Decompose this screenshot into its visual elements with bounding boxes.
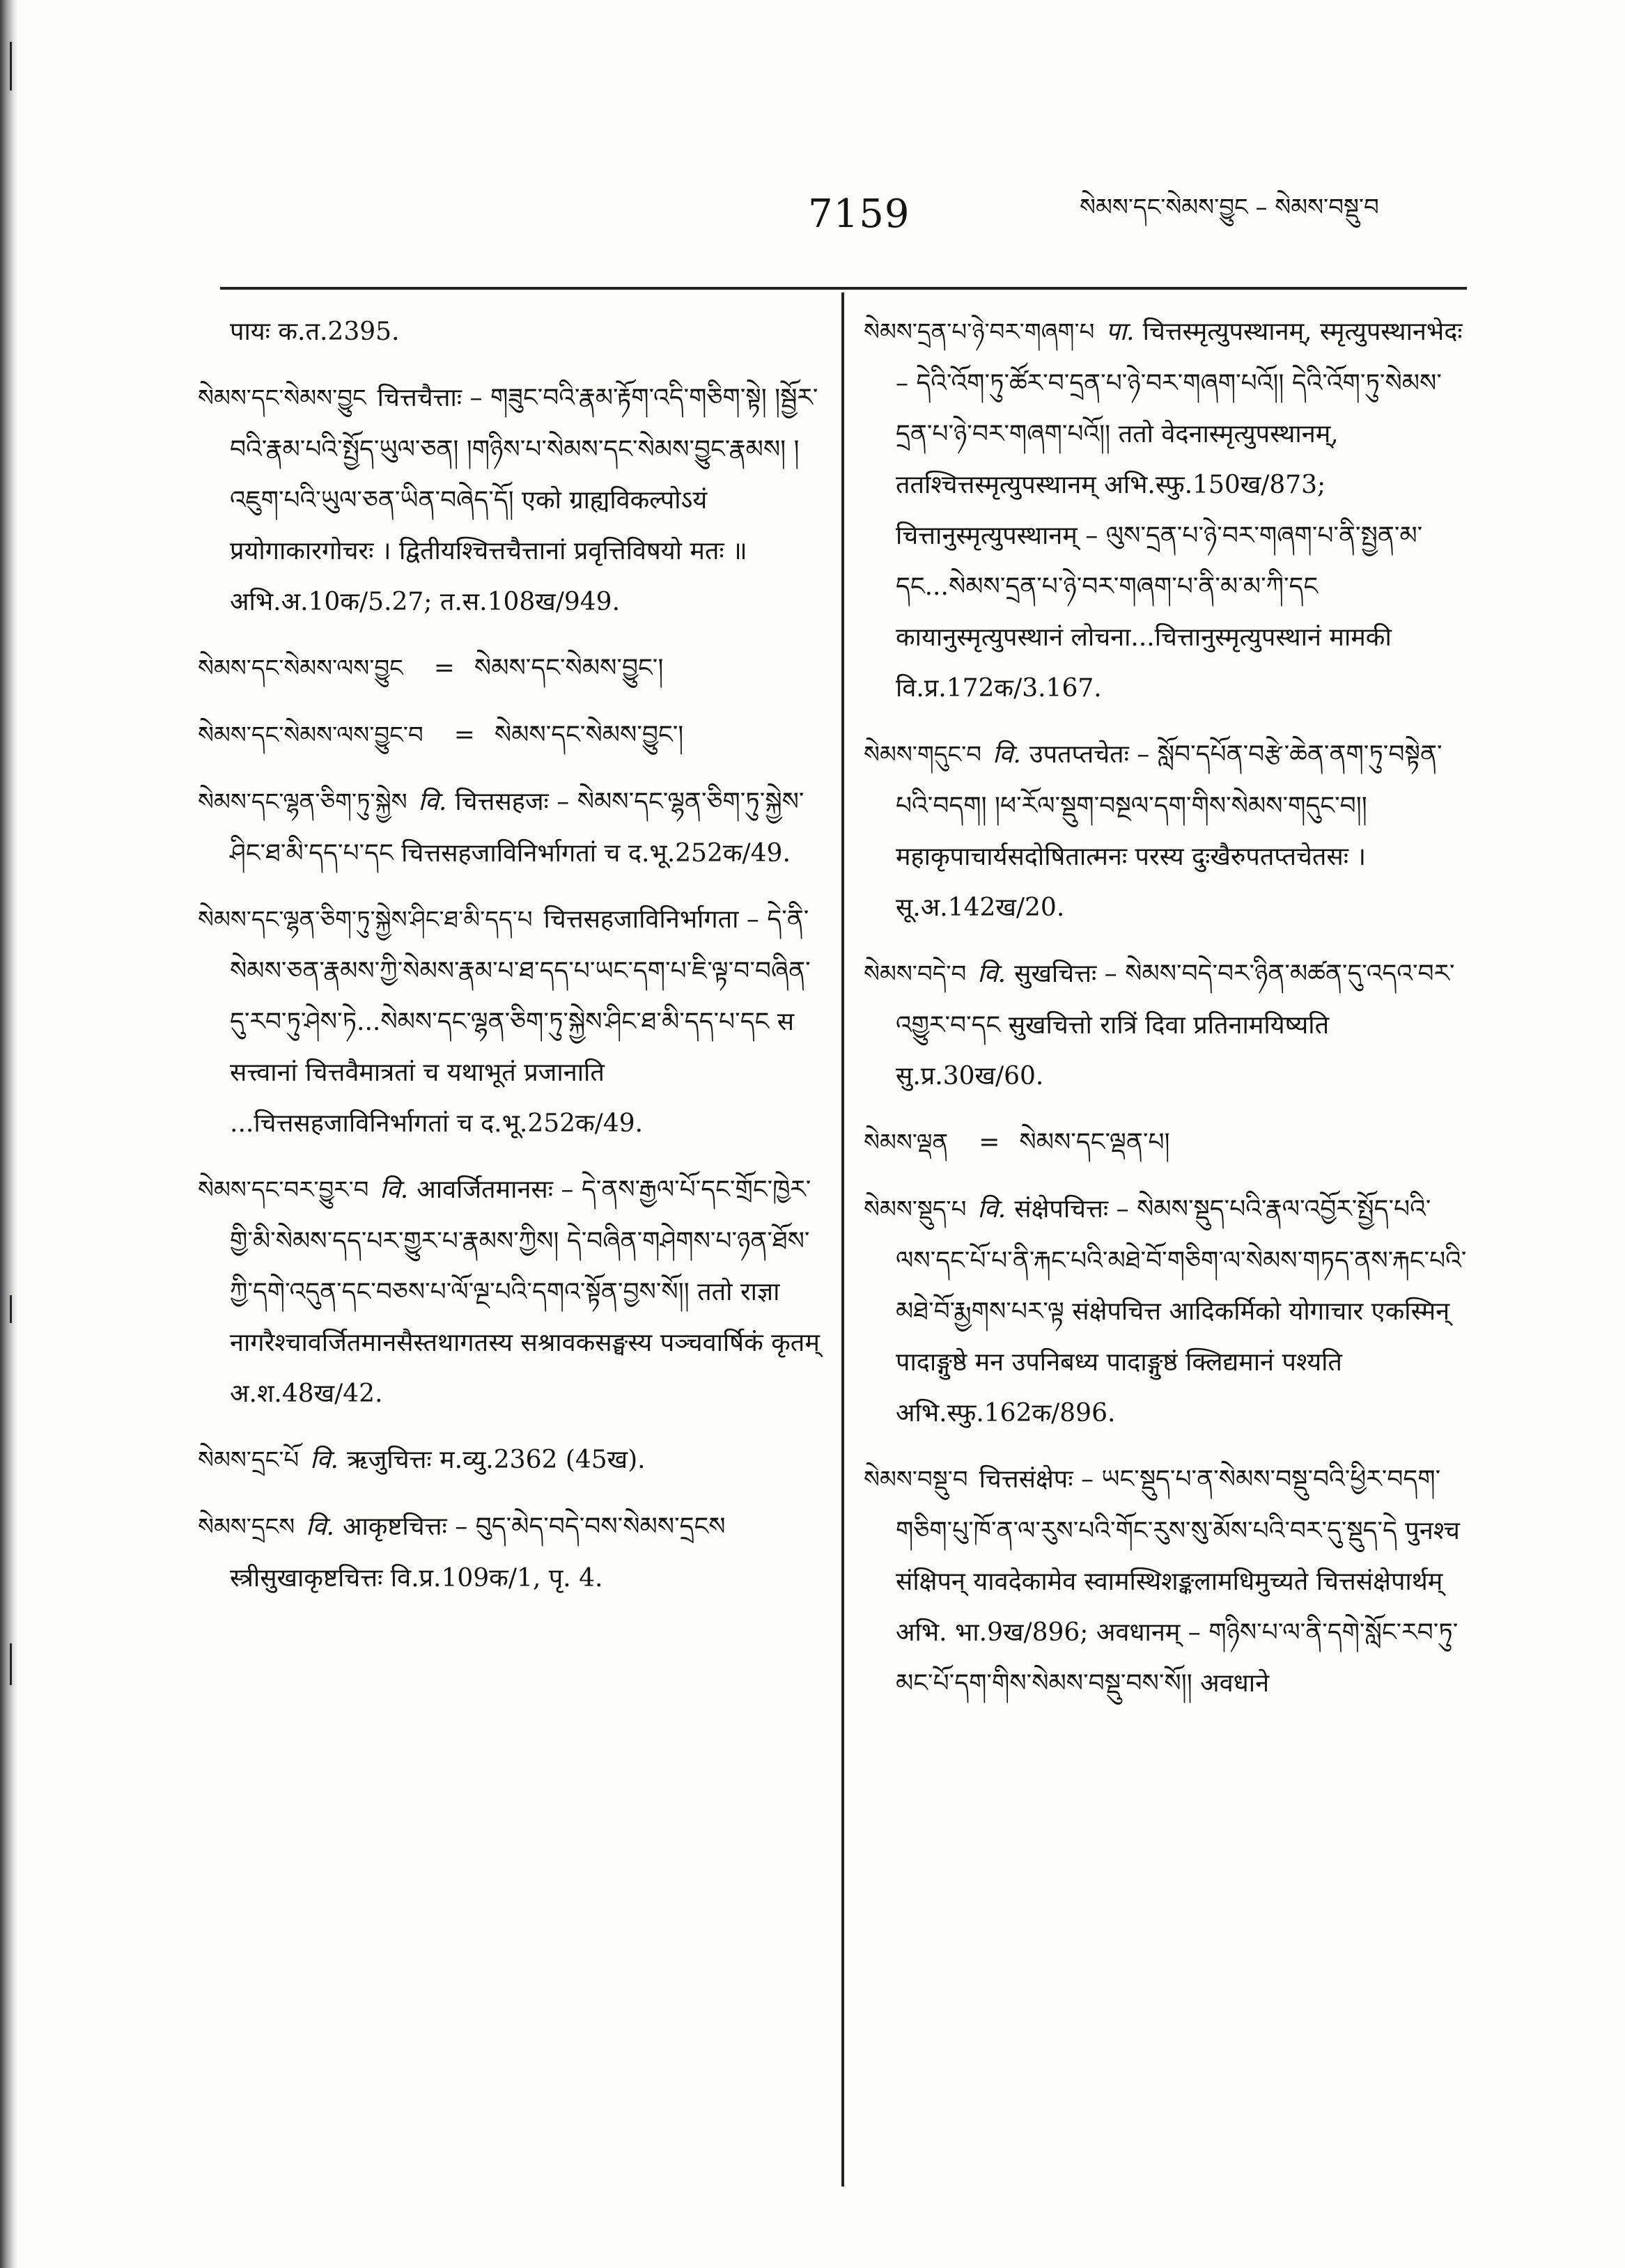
entry-part-of-speech: वि. — [310, 1446, 339, 1474]
entry-headword: སེམས་དང་སེམས་བྱུང — [198, 384, 366, 412]
entry-definition: चित्तस्मृत्युपस्थानम्, स्मृत्युपस्थानभेदः – དེའི་འོག་ཏུ་ཚོར་བ་དྲན་པ་ཉེ་བར་གཞག་པའོ།། དེའི་འོག་ཏུ་སེམས་དྲན་པ་ཉེ་བར་གཞག་པའོ།། ततो वेदनास्मृत्युपस्थानम्, ततश्चित्तस्मृत्युपस्थानम् अभि.स्फु.150ख/873; चित्तानुस्मृत्युपस्थानम् – ལུས་དྲན་པ་ཉེ་བར་གཞག་པ་ནི་སྤྱན་མ་དང...སེམས་དྲན་པ་ཉེ་བར་གཞག་པ་ནི་མ་མ་ཀི་དང कायानुस्मृत्युपस्थानं लोचना...चित्तानुस्मृत्युपस्थानं मामकी वि.प्र.172क/3.167. — [896, 318, 1463, 703]
dictionary-entry — [198, 1434, 825, 1486]
header-rule — [220, 287, 1467, 290]
entry-definition: सुखचित्तः – སེམས་བདེ་བར་ཉིན་མཚན་དུ་འདའ་བར་འགྱུར་བ་དང सुखचित्तो रात्रिं दिवा प्रतिनामयिष्यति सु.प्र.30ख/60. — [896, 960, 1455, 1090]
binding-mark — [10, 1643, 12, 1685]
entry-headword: སེམས་དང་སེམས་ལས་བྱུང — [198, 655, 403, 682]
left-column — [198, 306, 825, 1619]
entry-definition: पायः क.त.2395. — [230, 318, 400, 346]
entry-headword: སེམས་བསྡུ་བ — [864, 1466, 968, 1494]
binding-edge — [0, 0, 18, 2268]
running-head-entry: སེམས་དང་སེམས་བྱུང – སེམས་བསྡུ་བ — [1080, 194, 1379, 221]
entry-headword: སེམས་དང་བར་བྱུར་བ — [198, 1176, 369, 1204]
right-column — [864, 306, 1470, 1724]
entry-definition: चित्तचैत्ताः – གཟུང་བའི་རྣམ་རྟོག་འདི་གཅིག་སྟེ། །སྦྱོར་བའི་རྣམ་པའི་སྤྱོད་ཡུལ་ཅན། །གཉིས་པ་སེམས་དང་སེམས་བྱུང་རྣམས། །འཇུག་པའི་ཡུལ་ཅན་ཡིན་བཞེད་དོ། एको ग्राह्यविकल्पोऽयं प्रयोगाकारगोचरः । द्वितीयश्चित्तचैत्तानां प्रवृत्तिविषयो मतः ॥ अभि.अ.10क/5.27; त.स.108ख/949. — [230, 384, 818, 616]
entry-headword: སེམས་དང་ལྷན་ཅིག་ཏུ་སྐྱེས — [198, 788, 407, 816]
entry-headword: སེམས་དྲན་པ་ཉེ་བར་གཞག་པ — [864, 318, 1095, 346]
entry-definition: ऋजुचित्तः म.व्यु.2362 (45ख). — [346, 1446, 646, 1474]
entry-definition: उपतप्तचेतः – སློབ་དཔོན་བརྩེ་ཆེན་ནག་ཏུ་བསྟེན་པའི་བདག། །ཕ་རོལ་སྡུག་བསྔལ་དག་གིས་སེམས་གདུང་བ།། महाकृपाचार्यसदोषितात्मनः परस्य दुःखैरुपतप्तचेतसः । सू.अ.142ख/20. — [896, 740, 1443, 922]
dictionary-entry — [198, 776, 825, 879]
entry-headword: སེམས་དང་ལྷན་ཅིག་ཏུ་སྐྱེས་ཤིང་ཐ་མི་དད་པ — [198, 906, 533, 934]
entry-definition: སེམས་དང་སེམས་བྱུང་། — [474, 654, 664, 682]
binding-mark — [10, 1295, 12, 1323]
entry-part-of-speech: पा. — [1105, 318, 1135, 346]
entry-definition: སེམས་དང་ལྡན་པ། — [1019, 1128, 1170, 1157]
binding-mark — [10, 42, 12, 91]
dictionary-entry — [198, 643, 825, 694]
dictionary-entry — [198, 894, 825, 1149]
entry-headword: སེམས་དང་སེམས་ལས་བྱུང་བ — [198, 721, 423, 749]
dictionary-entry — [864, 1117, 1470, 1168]
page-number: 7159 — [808, 191, 910, 237]
entry-definition: चित्तसहजाविनिर्भागता – དེ་ནི་སེམས་ཅན་རྣམས་ཀྱི་སེམས་རྣམ་པ་ཐ་དད་པ་ཡང་དག་པ་ཇི་ལྟ་བ་བཞིན་དུ་རབ་ཏུ་ཤེས་ཏེ...སེམས་དང་ལྷན་ཅིག་ཏུ་སྐྱེས་ཤིང་ཐ་མི་དད་པ་དང स सत्त्वानां चित्तवैमात्रतां च यथाभूतं प्रजानाति ...चित्तसहजाविनिर्भागतां च द.भू.252क/49. — [230, 905, 811, 1138]
dictionary-entry — [864, 729, 1470, 933]
entry-part-of-speech: वि. — [380, 1175, 409, 1204]
entry-headword: སེམས་བདེ་བ — [864, 960, 967, 988]
entry-part-of-speech: वि. — [977, 960, 1006, 988]
entry-headword: སེམས་གདུང་བ — [864, 741, 982, 769]
running-head — [808, 182, 1505, 245]
entry-part-of-speech: वि. — [993, 740, 1021, 769]
dictionary-entry — [198, 306, 825, 357]
entry-definition: चित्तसहजः – སེམས་དང་ལྷན་ཅིག་ཏུ་སྐྱེས་ཤིང་ཐ་མི་དད་པ་དང चित्तसहजाविनिर्भागतां च द.भू.252क/49. — [230, 788, 804, 868]
entry-headword: སེམས་དྲངས — [198, 1513, 295, 1541]
dictionary-entry — [198, 373, 825, 627]
entry-equals-sign: = — [979, 1128, 1000, 1157]
entry-part-of-speech: वि. — [977, 1195, 1006, 1223]
entry-headword: སེམས་དྲང་པོ — [198, 1446, 300, 1474]
dictionary-entry — [198, 710, 825, 761]
dictionary-entry — [864, 1184, 1470, 1439]
entry-part-of-speech: वि. — [306, 1512, 334, 1541]
dictionary-entry — [864, 1454, 1470, 1709]
entry-definition: संक्षेपचित्तः – སེམས་སྡུད་པའི་རྣལ་འབྱོར་སྤྱོད་པའི་ལས་དང་པོ་པ་ནི་རྐང་པའི་མཐེ་བོ་གཅིག་ལ་སེམས་གཏད་ནས་རྐང་པའི་མཐེ་བོ་རྨྱགས་པར་ལྟ संक्षेपचित्त आदिकर्मिको योगाचार एकस्मिन् पादाङ्गुष्ठे मन उपनिबध्य पादाङ्गुष्ठं क्लिद्यमानं पश्यति अभि.स्फु.162क/896. — [896, 1195, 1467, 1428]
dictionary-entry — [198, 1501, 825, 1604]
dictionary-entry — [864, 948, 1470, 1102]
entry-equals-sign: = — [453, 721, 475, 749]
entry-definition: སེམས་དང་སེམས་བྱུང་། — [494, 721, 684, 749]
dictionary-entry — [864, 306, 1470, 714]
entry-definition: आवर्जितमानसः – དེ་ནས་རྒྱལ་པོ་དང་གྲོང་ཁྱེར་གྱི་མི་སེམས་དད་པར་གྱུར་པ་རྣམས་ཀྱིས། དེ་བཞིན་གཤེགས་པ་ཉན་ཐོས་ཀྱི་དགེ་འདུན་དང་བཅས་པ་ལོ་ལྔ་པའི་དགའ་སྟོན་བྱས་སོ།། ततो राज्ञा नागरैश्चावर्जितमानसैस्तथागतस्य सश्रावकसङ्घस्य पञ्चवार्षिकं कृतम् अ.श.48ख/42. — [230, 1175, 820, 1408]
entry-definition: चित्तसंक्षेपः – ཡང་སྡུད་པ་ན་སེམས་བསྡུ་བའི་ཕྱིར་བདག་གཅིག་པུ་ཁོ་ན་ལ་རུས་པའི་གོང་རུས་སུ་མོས་པའི་བར་དུ་སྡུད་དེ पुनश्च संक्षिपन् यावदेकामेव स्वामस्थिशङ्कलामधिमुच्यते चित्तसंक्षेपार्थम् अभि. भा.9ख/896; अवधानम् – གཉིས་པ་ལ་ནི་དགེ་སློང་རབ་ཏུ་མང་པོ་དག་གིས་སེམས་བསྡུ་བས་སོ།། अवधाने — [896, 1465, 1460, 1698]
entry-headword: སེམས་ལྡན — [864, 1129, 949, 1157]
entry-part-of-speech: वि. — [418, 788, 447, 816]
column-divider — [841, 292, 844, 2187]
entry-headword: སེམས་སྡུད་པ — [864, 1196, 967, 1223]
entry-equals-sign: = — [433, 654, 455, 682]
entry-definition: आकृष्टचित्तः – བུད་མེད་བདེ་བས་སེམས་དྲངས स्त्रीसुखाकृष्टचित्तः वि.प्र.109क/1, पृ. 4. — [230, 1512, 726, 1593]
dictionary-entry — [198, 1164, 825, 1419]
